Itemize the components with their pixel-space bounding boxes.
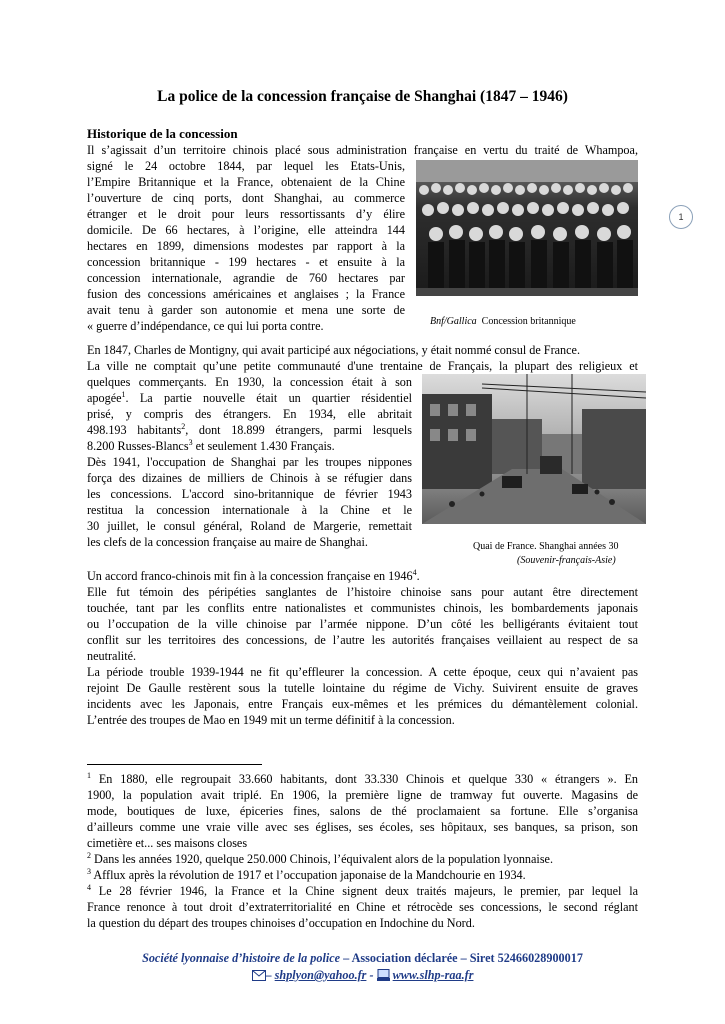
footnote-separator: [87, 764, 262, 765]
separator: -: [366, 968, 377, 982]
caption-text: Concession britannique: [481, 316, 576, 327]
text-span: 498.193 habitants: [87, 423, 182, 437]
paragraph-line: « guerre d’indépendance, ce qui lui porta contre.: [87, 319, 324, 333]
paragraph-line: [87, 438, 335, 454]
text-span: Afflux après la révolution de 1917 et l’occupation japonaise de la Mandchourie en 1934.: [93, 868, 526, 882]
footnote-line: [87, 883, 638, 899]
text-span: Dans les années 1920, quelque 250.000 Chinois, l’équivalent alors de la population lyonnaise.: [94, 852, 554, 866]
footnote-line: cimetière et... ses maisons closes: [87, 836, 248, 850]
separator: –: [265, 968, 275, 982]
paragraph-line: l’Empire Britannique et la France, obtenaient de la Chine: [87, 175, 405, 189]
paragraph-line: concession internationale, agrandie de 760 hectares par: [87, 271, 405, 285]
paragraph-line: étranger et le droit pour leurs ressortissants d’y élire: [87, 207, 405, 221]
paragraph-line: concession britannique - 199 hectares - et ensuite à la: [87, 255, 405, 269]
paragraph-line: les concessions. L'accord sino-britannique de février 1943: [87, 487, 412, 501]
police-group-photo: [416, 160, 638, 296]
photo-caption: Quai de France. Shanghai années 30: [473, 541, 619, 552]
paragraph-line: La période trouble 1939-1944 ne fit qu’effleurer la concession. A cette époque, ceux qui n’avaient pas: [87, 665, 638, 679]
paragraph-line: l’ouverture de cinq ports, dont Shanghai, au commerce: [87, 191, 405, 205]
footnote-line: [87, 851, 553, 867]
paragraph-line: restitua la concession internationale à la Chine et le: [87, 503, 412, 517]
website-link[interactable]: www.slhp-raa.fr: [392, 968, 474, 982]
paragraph-line: rejoint De Gaulle restèrent sous la tutelle lointaine du régime de Vichy. Suivirent ensuite de graves: [87, 681, 638, 695]
footer-contact: [0, 968, 725, 985]
page-title: La police de la concession française de Shanghai (1847 – 1946): [157, 88, 568, 105]
paragraph-line: incidents avec les Japonais, entre Français eux-mêmes et les prémices du démantèlement colonial.: [87, 697, 638, 711]
footnote-marker: 2: [87, 850, 91, 860]
paragraph-line: touchée, tant par les conflits entre nationalistes et communistes chinois, les bombardements japonais: [87, 601, 638, 615]
caption-source: Bnf/Gallica: [430, 316, 477, 327]
society-name: Société lyonnaise d’histoire de la police: [142, 951, 341, 965]
paragraph-line: [87, 422, 412, 438]
footnote-line: France renonce à tout droit d’extraterritorialité en Chine et rétrocède ses concessions, le second réglant: [87, 900, 638, 914]
paragraph-line: força des dizaines de milliers de Chinois à se réfugier dans: [87, 471, 412, 485]
footnote-line: 1900, la population avait triplé. En 1906, la première ligne de tramway fut ouverte. Magasins de: [87, 788, 638, 802]
footnote-line: [87, 771, 638, 787]
text-span: apogée: [87, 391, 122, 405]
envelope-icon: [252, 970, 266, 985]
photo-caption-source: (Souvenir-français-Asie): [517, 555, 616, 566]
paragraph-line: conflit sur les territoires des concessions, de l’autre les autorités françaises veillaient au respect de sa: [87, 633, 638, 647]
paragraph-line: quelques commerçants. En 1930, la concession était à son: [87, 375, 412, 389]
footnote-line: d’ailleurs comme une vraie ville avec ses églises, ses écoles, ses hôpitaux, ses banques, sa prison, son: [87, 820, 638, 834]
paragraph-line: L’entrée des troupes de Mao en 1949 mit un terme définitif à la concession.: [87, 713, 455, 727]
text-span: 8.200 Russes-Blancs: [87, 439, 189, 453]
paragraph-line: Il s’agissait d’un territoire chinois placé sous administration française en vertu du traité de Whampoa,: [87, 143, 638, 157]
quai-de-france-photo: [422, 374, 646, 524]
paragraph-line: les clefs de la concession française au maire de Shanghai.: [87, 535, 368, 549]
paragraph-line: 30 juillet, le consul général, Roland de Margerie, remettait: [87, 519, 412, 533]
text-span: , dont 18.899 étrangers, parmi lesquels: [185, 423, 412, 437]
paragraph-line: signé le 24 octobre 1844, par lequel les Etats-Unis,: [87, 159, 405, 173]
paragraph-line: neutralité.: [87, 649, 137, 663]
text-span: Le 28 février 1946, la France et la Chine signent deux traités majeurs, le premier, par lequel la: [98, 884, 639, 898]
text-span: et seulement 1.430 Français.: [192, 439, 335, 453]
text-span: En 1880, elle regroupait 33.660 habitants, dont 33.330 Chinois et quelque 330 « étrangers ». En: [98, 772, 639, 786]
association-info: – Association déclarée – Siret 52466028900017: [340, 951, 583, 965]
paragraph-line: ou l’occupation de la ville chinoise par l’armée nippone. D’un côté les belligérants évitaient tout: [87, 617, 638, 631]
paragraph-line: [87, 390, 412, 406]
paragraph-line: Un accord franco-chinois mit fin à la concession française en 1946$^4$.: [87, 567, 420, 583]
paragraph-line: En 1847, Charles de Montigny, qui avait participé aux négociations, y était nommé consul de France.: [87, 343, 581, 357]
footnote-ref: 2: [181, 421, 186, 431]
computer-icon: [377, 969, 390, 985]
page-number-badge: 1: [669, 205, 693, 229]
paragraph-line: prisé, y compris des étrangers. En 1934, elle abritait: [87, 407, 412, 421]
paragraph-line: fusion des concessions américaines et anglaises ; la France: [87, 287, 405, 301]
footnote-ref: 4: [412, 567, 417, 577]
footnote-line: mode, boutiques de luxe, épiceries fines, salons de thé proclamaient sa fortune. Elle s’organisa: [87, 804, 638, 818]
text-span: . La partie nouvelle était un quartier résidentiel: [125, 391, 412, 405]
paragraph-line: La ville ne comptait qu’une petite communauté d'une trentaine de Français, la plupart des religieux et: [87, 359, 638, 373]
email-link[interactable]: shplyon@yahoo.fr: [274, 968, 367, 982]
footer-society: [0, 951, 725, 966]
footnote-ref: 1: [121, 389, 126, 399]
paragraph-line: Elle fut témoin des péripéties sanglantes de l’histoire chinoise sans pour autant être directement: [87, 585, 638, 599]
paragraph-line: domicile. De 66 hectares, à l’origine, elle atteindra 144: [87, 223, 405, 237]
footnote-marker: 4: [87, 882, 91, 892]
section-heading: Historique de la concession: [87, 126, 238, 141]
footnote-ref: 3: [188, 437, 193, 447]
footnote-marker: 3: [87, 866, 91, 876]
paragraph-line: hectares en 1899, dimensions modestes par rapport à la: [87, 239, 405, 253]
footnote-line: la question du départ des troupes chinoises d’occupation en Indochine du Nord.: [87, 916, 475, 930]
footnote-marker: 1: [87, 770, 91, 780]
text-span: Un accord franco-chinois mit fin à la concession française en 1946: [87, 569, 413, 583]
paragraph-line: avait tenu à garder son autonomie et mena une sorte de: [87, 303, 405, 317]
photo-caption: [430, 316, 576, 327]
footnote-line: [87, 867, 526, 883]
paragraph-line: Dès 1941, l'occupation de Shanghai par les troupes nippones: [87, 455, 412, 469]
